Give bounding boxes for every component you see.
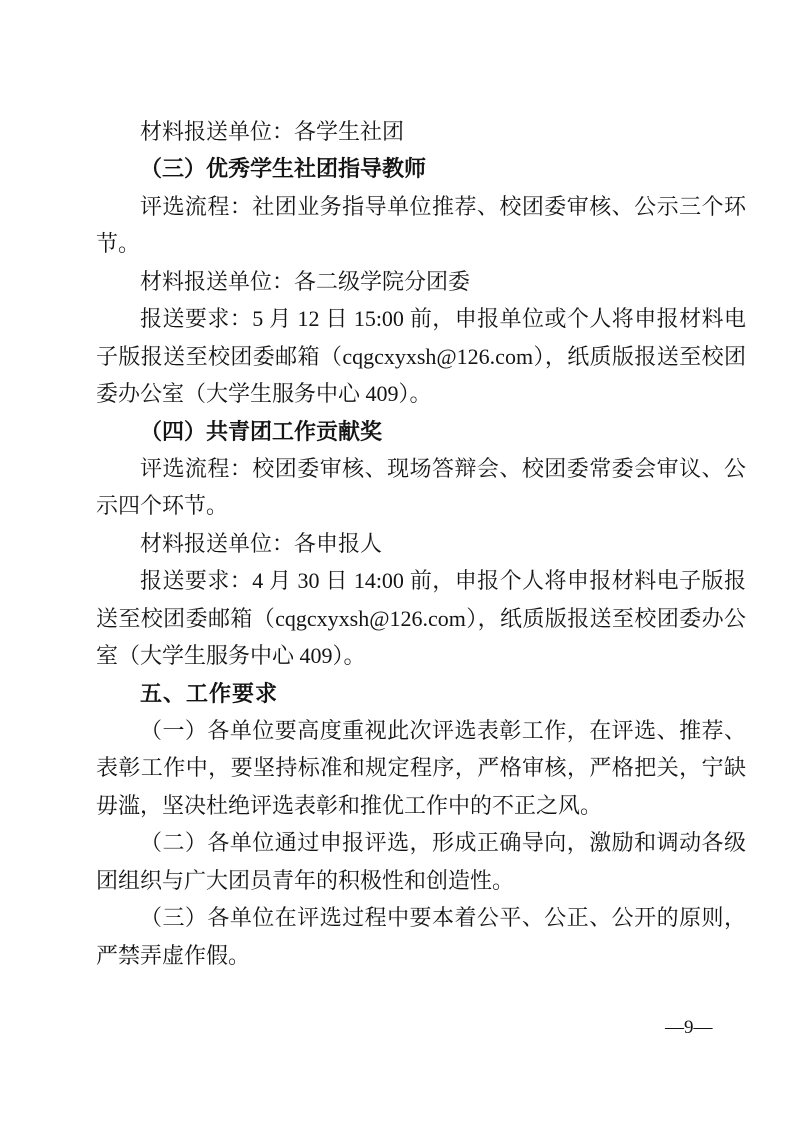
text-line: 评选流程：校团委审核、现场答辩会、校团委常委会审议、公 [140,455,746,481]
text-line: （四）共青团工作贡献奖 [140,418,383,444]
text-line: 材料报送单位：各二级学院分团委 [140,268,471,294]
text-line: （二）各单位通过申报评选，形成正确导向，激励和调动各级 [140,830,746,856]
text-line: （一）各单位要高度重视此次评选表彰工作，在评选、推荐、 [140,718,746,743]
text-line: 材料报送单位：各申报人 [140,530,383,556]
text-line: 毋滥，坚决杜绝评选表彰和推优工作中的不正之风。 [96,792,603,818]
text-line: （三）各单位在评选过程中要本着公平、公正、公开的原则， [140,905,746,931]
text-line: 委办公室（大学生服务中心 409）。 [96,381,432,407]
text-line: 五、工作要求 [140,680,279,706]
page-number: —9— [665,1017,713,1038]
text-line: 室（大学生服务中心 409）。 [96,643,366,669]
text-line: 送至校团委邮箱（cqgcxyxsh@126.com），纸质版报送至校团委办公 [96,605,746,631]
text-line: 评选流程：社团业务指导单位推荐、校团委审核、公示三个环 [140,193,746,219]
document-body [96,113,746,974]
text-line: 报送要求：4 月 30 日 14:00 前，申报个人将申报材料电子版报 [140,568,746,594]
text-line: 材料报送单位：各学生社团 [140,119,405,144]
text-line: 子版报送至校团委邮箱（cqgcxyxsh@126.com），纸质版报送至校团 [96,343,746,369]
text-line: （三）优秀学生社团指导教师 [140,156,427,182]
text-line: 严禁弄虚作假。 [96,942,251,968]
text-line: 节。 [96,231,141,257]
text-line: 团组织与广大团员青年的积极性和创造性。 [96,867,515,893]
text-line: 报送要求：5 月 12 日 15:00 前，申报单位或个人将申报材料电 [140,306,746,332]
text-line: 表彰工作中，要坚持标准和规定程序，严格审核，严格把关，宁缺 [96,755,746,781]
text-line: 示四个环节。 [96,493,229,519]
